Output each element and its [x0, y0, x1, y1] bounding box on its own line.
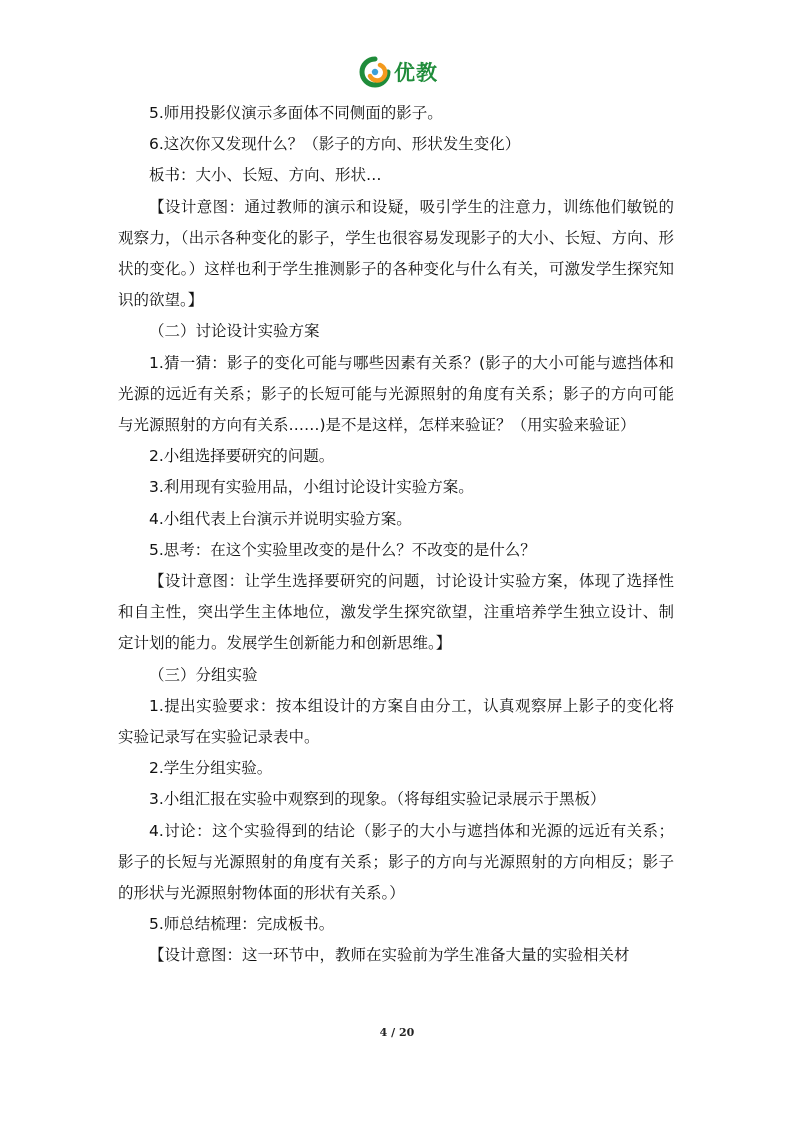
section-heading: （二）讨论设计实验方案 [149, 322, 320, 341]
paragraph: 1.猜一猜：影子的变化可能与哪些因素有关系？(影子的大小可能与遮挡体和光源的远近有关系；影子的长短可能与光源照射的角度有关系；影子的方向可能与光源照射的方向有关系……)是不是这样，怎样来验证？（用实验来验证） [118, 353, 674, 435]
document-body [118, 98, 674, 972]
section-heading: （三）分组实验 [149, 665, 258, 684]
paragraph: 5.师用投影仪演示多面体不同侧面的影子。 [149, 104, 443, 122]
paragraph: 6.这次你又发现什么？（影子的方向、形状发生变化） [149, 135, 521, 154]
paragraph: 2.学生分组实验。 [149, 759, 273, 778]
page-number: 4 / 20 [379, 1026, 415, 1039]
design-intent: 【设计意图：让学生选择要研究的问题，讨论设计实验方案，体现了选择性和自主性，突出学生主体地位，激发学生探究欲望，注重培养学生独立设计、制定计划的能力。发展学生创新能力和创新思维。】 [118, 572, 674, 653]
paragraph: 1.提出实验要求：按本组设计的方案自由分工，认真观察屏上影子的变化将实验记录写在实验记录表中。 [118, 696, 674, 747]
paragraph: 4.小组代表上台演示并说明实验方案。 [149, 509, 412, 528]
paragraph: 4.讨论：这个实验得到的结论（影子的大小与遮挡体和光源的远近有关系；影子的长短与光源照射的角度有关系；影子的方向与光源照射的方向相反；影子的形状与光源照射物体面的形状有关系。） [118, 821, 674, 903]
paragraph: 2.小组选择要研究的问题。 [149, 447, 335, 466]
logo-text: 优教 [394, 61, 438, 85]
header-logo [359, 54, 438, 90]
logo-mark-icon [359, 56, 391, 88]
design-intent: 【设计意图：通过教师的演示和设疑，吸引学生的注意力，训练他们敏锐的观察力，（出示各种变化的影子，学生也很容易发现影子的大小、长短、方向、形状的变化。）这样也利于学生推测影子的各种变化与什么有关，可激发学生探究知识的欲望。】 [118, 197, 674, 310]
paragraph: 3.小组汇报在实验中观察到的现象。（将每组实验记录展示于黑板） [149, 790, 606, 809]
paragraph: 3.利用现有实验用品，小组讨论设计实验方案。 [149, 478, 474, 497]
design-intent: 【设计意图：这一环节中，教师在实验前为学生准备大量的实验相关材 [149, 946, 630, 965]
paragraph: 5.思考：在这个实验里改变的是什么？不改变的是什么？ [149, 540, 536, 559]
board-writing: 板书：大小、长短、方向、形状… [149, 166, 382, 185]
paragraph: 5.师总结梳理：完成板书。 [149, 915, 335, 934]
